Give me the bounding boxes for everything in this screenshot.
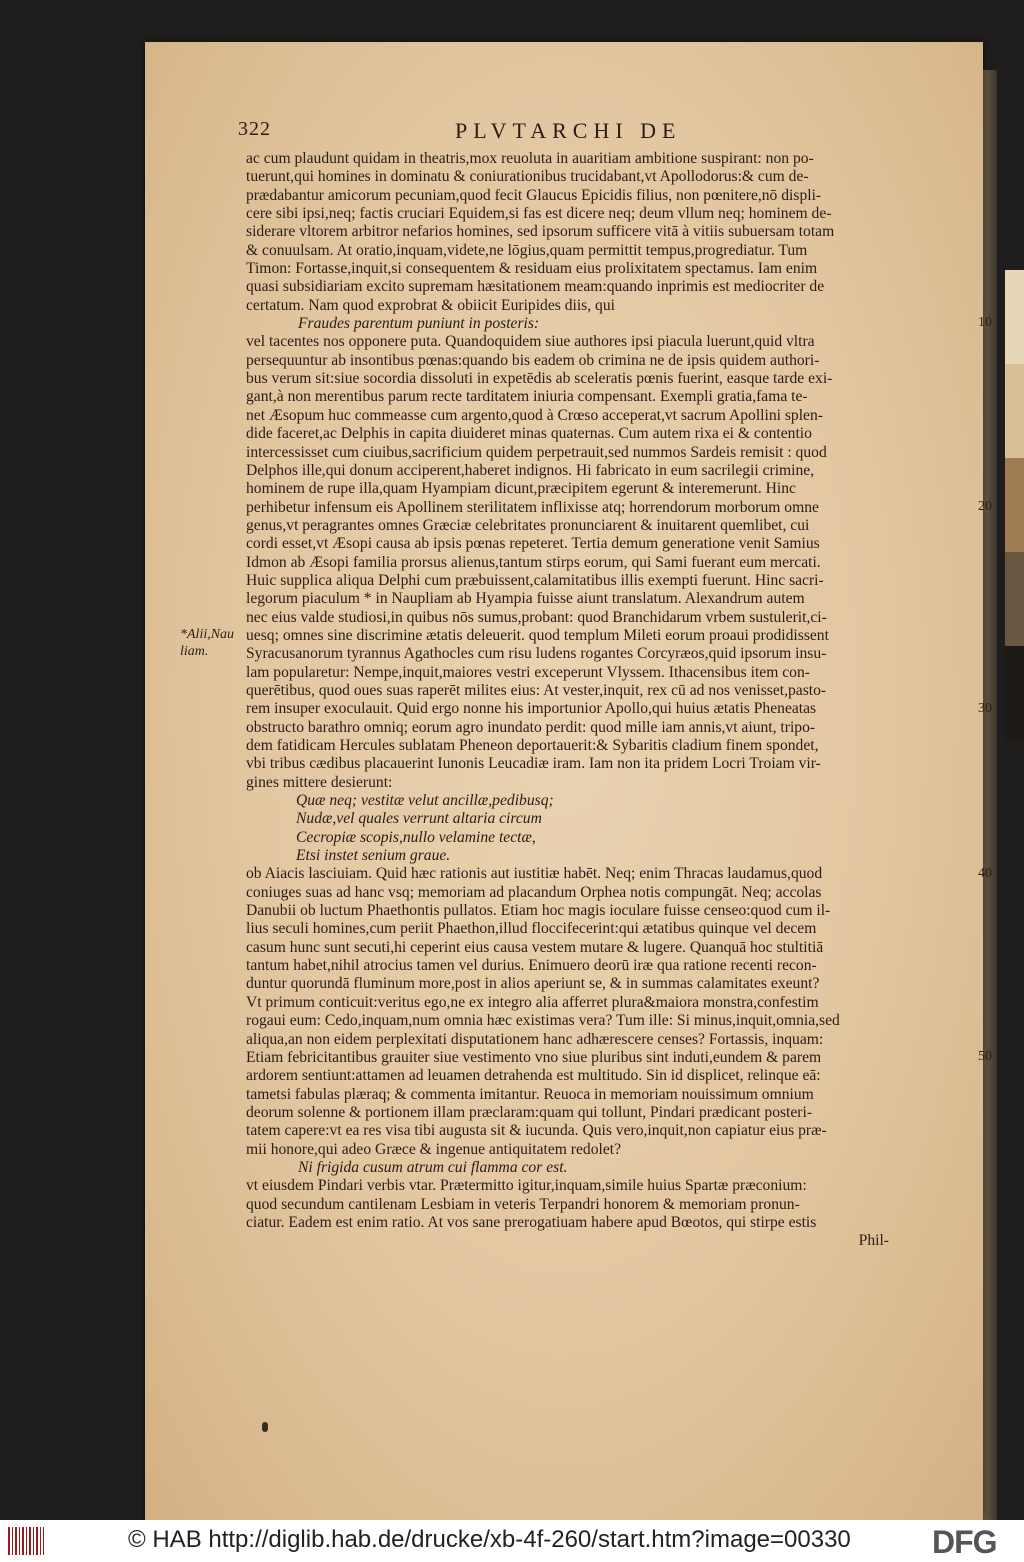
text-line: nec eius valde studiosi,in quibus nōs sumus,probant: quod Branchidarum vrbem sustulerit,ci- — [246, 608, 827, 626]
text-line: quasi subsidiariam excito supremam hæsitationem meam:quando inprimis est mediocriter de — [246, 278, 825, 296]
copyright-credit: © HAB http://diglib.hab.de/drucke/xb-4f-260/start.htm?image=00330 — [128, 1526, 851, 1553]
text-line: prædabantur amicorum pecuniam,quod fecit Glaucus Epicidis filius, non pœnitere,nō displi- — [246, 186, 822, 204]
text-line: certatum. Nam quod exprobrat & obiicit Euripides diis, qui — [246, 296, 615, 314]
text-line: casum hunc sunt secuti,hi ceperint eius causa vestem mutare & lugere. Quanquā hoc stultitiā — [246, 938, 824, 956]
text-line: Vt primum conticuit:veritus ego,ne ex integro alia afferret plura&maiora monstra,confestim — [246, 993, 819, 1011]
text-line: Huic supplica aliqua Delphi cum præbuissent,calamitatibus illis exempti fuerunt. Hinc sacri- — [246, 571, 824, 589]
text-line: tantum habet,nihil atrocius tamen vel durius. Enimuero deorū iræ qua ratione recenti recon- — [246, 957, 817, 975]
line-number: 30 — [978, 700, 992, 716]
text-line: net Æsopum huc commeasse cum argento,quod à Crœso acceperat,vt sacrum Apollini splen- — [246, 406, 823, 424]
footer-bar — [0, 1520, 1024, 1562]
text-line: Quæ neq; vestitæ velut ancillæ,pedibusq; — [296, 792, 554, 810]
text-line: vt eiusdem Pindari verbis vtar. Prætermitto igitur,inquam,simile huius Spartæ præconium: — [246, 1177, 807, 1195]
text-line: Timon: Fortasse,inquit,si consequentem & residuam eius prolixitatem spectamus. Iam enim — [246, 260, 818, 278]
text-line: ob Aiacis lasciuiam. Quid hæc rationis aut iustitiæ habēt. Neq; enim Thracas laudamus,quod — [246, 865, 823, 883]
text-line: aliqua,an non eidem perplexitati disputationem hanc adhærescere censes? Fortassis, inquam: — [246, 1030, 824, 1048]
text-line: Phil- — [858, 1232, 889, 1250]
text-line: uesq; omnes sine discrimine ætatis deleuerit. quod templum Mileti eorum proaui prodidissent — [246, 626, 829, 644]
color-calibration-strip — [1005, 270, 1024, 740]
text-line: Fraudes parentum puniunt in posteris: — [298, 315, 540, 333]
text-line: & conuulsam. At oratio,inquam,videte,ne lōgius,quam permittit tempus,progrediatur. Tum — [246, 241, 808, 259]
text-line: Delphos ille,qui donum acciperent,haberet indignos. Hi fabricato in eum sacrilegii crimine, — [246, 461, 815, 479]
text-line: siderare vltorem arbitror nefarios homines, sed ipsorum sufficere vitā à vitiis subuersam totam — [246, 223, 835, 241]
text-line: deorum solenne & portionem illam præclaram:quam qui tollunt, Pindari prædicant posteri- — [246, 1103, 813, 1121]
hab-logo-icon — [8, 1527, 44, 1555]
text-line: quod secundum cantilenam Lesbiam in veteris Terpandri honorem & memoriam pronun- — [246, 1195, 800, 1213]
page-body-text — [246, 150, 934, 1251]
text-line: vbi tribus cædibus placauerint Iunonis Leucadiæ iram. Iam non ita pridem Locri Troiam vir- — [246, 755, 821, 773]
text-line: Idmon ab Æsopi familia prorsus alienus,tantum stirps eorum, qui Sami fuerant eum mercati. — [246, 553, 821, 571]
text-line: ardorem sentiunt:attamen ad leuamen detrahenda est multitudo. Sin id displicet, relinque eā: — [246, 1067, 821, 1085]
text-line: coniuges suas ad hanc vsq; memoriam ad placandum Orphea notis compungāt. Neq; accolas — [246, 883, 822, 901]
text-line: Etiam febricitantibus grauiter siue vestimento vno siue pluribus sint induti,eundem & parem — [246, 1048, 822, 1066]
line-number: 40 — [978, 865, 992, 881]
text-line: rem insuper exoculauit. Quid ergo nonne his importunior Apollo,qui huius ætatis Pheneatas — [246, 700, 817, 718]
text-line: dide faceret,ac Delphis in capita diuideret minas quaternas. Cum autem rixa ei & contentio — [246, 425, 812, 443]
page-number: 322 — [238, 118, 271, 140]
text-line: hominem de rupe illa,quam Hyampiam dicunt,præcipitem egerunt & interemerunt. Hinc — [246, 480, 796, 498]
text-line: gant,à non merentibus parum recte tarditatem iniuria compensant. Exempli gratia,fama te- — [246, 388, 808, 406]
text-line: mii honore,qui adeo Græce & ingenue antiquitatem redolet? — [246, 1140, 621, 1158]
text-line: cordi esset,vt Æsopi causa ab ipsis pœnas repeteret. Tertia demum generatione venit Samius — [246, 535, 820, 553]
ink-spot — [262, 1422, 268, 1432]
text-line: querētibus, quod oues suas raperēt milites eius: At vester,inquit, rex cū ad nos venisset,pasto- — [246, 681, 827, 699]
text-line: Danubii ob luctum Phaethontis pullatos. Etiam hoc magis ioculare fuisse censeo:quod cum il- — [246, 902, 831, 920]
text-line: Etsi instet senium graue. — [296, 847, 451, 865]
text-line: vel tacentes nos opponere puta. Quandoquidem siue authores ipsi piacula luerunt,quid vltra — [246, 333, 815, 351]
text-line: Ni frigida cusum atrum cui flamma cor est. — [298, 1158, 568, 1176]
text-line: rogaui eum: Cedo,inquam,num omnia hæc existimas vera? Tum ille: Si minus,inquit,omnia,sed — [246, 1012, 840, 1030]
text-line: Syracusanorum tyrannus Agathocles cum risu ludens rogantes Corcyræos,quid ipsorum insu- — [246, 645, 827, 663]
running-head: PLVTARCHI DE — [455, 118, 682, 143]
text-line: dem fatidicam Hercules sublatam Pheneon deportauerit:& Sybaritis cladium finem spondet, — [246, 737, 819, 754]
text-line: tuerunt,qui homines in dominatu & coniurationibus trucidabant,vt Apollodorus:& cum de- — [246, 168, 809, 186]
line-number: 50 — [978, 1049, 992, 1065]
text-line: legorum piaculum * in Naupliam ab Hyampia fuisse aiunt translatum. Alexandrum autem — [246, 590, 805, 608]
dfg-logo: DFG — [932, 1524, 997, 1560]
text-line: lius seculi homines,cum periit Phaethon,illud floccifecerint:qui ætatibus quinque vel decem — [246, 920, 817, 938]
text-line: obstructo barathro omniq; eorum agro inundato perdit: quod mille iam annis,vt aiunt, tripo- — [246, 718, 816, 736]
margin-note: *Alii,Nau liam. — [180, 627, 235, 659]
text-line: intercessisset cum ciuibus,sacrificium quidem perpetrauit,sed nummos Sardeis remisit : quod — [246, 443, 827, 461]
line-number: 10 — [978, 315, 992, 331]
text-line: Nudæ,vel quales verrunt altaria circum — [296, 810, 542, 828]
text-line: tametsi fabulas plæraq; & commenta imitantur. Reuoca in memoriam nouissimum omnium — [246, 1085, 814, 1103]
text-line: cere sibi ipsi,neq; factis cruciari Equidem,si fas est dicere neq; deum vllum neq; hominem de- — [246, 205, 832, 223]
text-line: Cecropiæ scopis,nullo velamine tectæ, — [296, 828, 536, 846]
text-line: tatem capere:vt ea res visa tibi augusta sit & iucunda. Quis vero,inquit,non capiatur eius præ- — [246, 1122, 827, 1140]
text-line: duntur quorundā fluminum more,post in alios aperiunt se, & in summas calamitates exeunt? — [246, 975, 820, 993]
text-line: gines mittere desierunt: — [246, 773, 393, 791]
text-line: persequuntur ab insontibus pœnas:quando bis eadem ob crimina ne de ipsis quidem authori- — [246, 351, 820, 369]
text-line: lam popularetur: Nempe,inquit,maiores vestri exceperunt Vlyssem. Ithacensibus item con- — [246, 663, 810, 681]
line-number: 20 — [978, 498, 992, 514]
text-line: ac cum plaudunt quidam in theatris,mox reuoluta in auaritiam ambitione suspirant: non po- — [246, 150, 814, 167]
text-line: genus,vt peragrantes omnes Græciæ celebritates pronunciarent & inuitarent quemlibet, cui — [246, 516, 810, 534]
text-line: bus verum sit:siue socordia dissoluti in expetēdis ab sceleratis pœnis fuerint, easque tarde exi- — [246, 370, 833, 388]
text-line: perhibetur infensum eis Apollinem sterilitatem inflixisse atq; horrendorum morborum omne — [246, 498, 819, 516]
text-line: ciatur. Eadem est enim ratio. At vos sane prerogatiuam habere apud Bœotos, qui stirpe estis — [246, 1213, 817, 1231]
